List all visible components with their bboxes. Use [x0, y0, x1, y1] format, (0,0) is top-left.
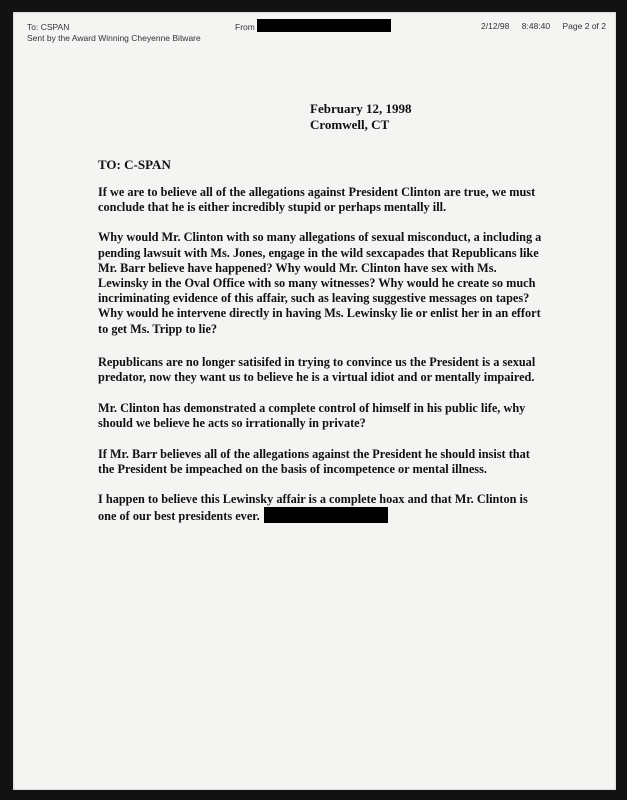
fax-time: 8:48:40 — [521, 21, 551, 31]
closing-paragraph — [98, 492, 548, 524]
fax-from-label: From — [235, 22, 255, 32]
fax-sent-by-line: Sent by the Award Winning Cheyenne Bitware — [27, 33, 201, 43]
fax-meta — [471, 21, 606, 31]
paragraph: Republicans are no longer satisifed in trying to convince us the President is a sexual predator, now they want us to believe he is a virtual idiot and or mentally impaired. — [98, 354, 536, 385]
letter-date-block — [310, 101, 411, 133]
fax-page-number: Page 2 of 2 — [562, 21, 606, 31]
letter-date: February 12, 1998 — [310, 101, 412, 116]
fax-to-line: To: CSPAN — [27, 22, 70, 32]
redacted-sender-block — [257, 19, 391, 32]
paragraph: Why would Mr. Clinton with so many allegations of sexual misconduct, a including a pending lawsuit with Ms. Jones, engage in the wild sexcapades that Republicans like Mr. Barr believe have happened? Why would Mr. Clinton have sex with Ms. Lewinsky in the Oval Office with so many witnesses? Why would he create so much incriminating evidence of this affair, such as leaving suggestive messages on tapes? Why would he intervene directly in having Ms. Lewinsky lie or enlist her in an effort to get Ms. Tripp to lie? — [98, 230, 542, 336]
paragraph: Mr. Clinton has demonstrated a complete control of himself in his public life, why should we believe he acts so irrationally in private? — [98, 401, 526, 431]
fax-date: 2/12/98 — [481, 21, 510, 31]
letter-place: Cromwell, CT — [310, 117, 390, 132]
paragraph: If Mr. Barr believes all of the allegations against the President he should insist that the President be impeached on the basis of incompetence or mental illness. — [98, 446, 530, 476]
paragraph: If we are to believe all of the allegations against President Clinton are true, we must conclude that he is either incredibly stupid or perhaps mentally ill. — [98, 185, 536, 215]
letter-recipient: TO: C-SPAN — [98, 157, 171, 172]
closing-text: I happen to believe this Lewinsky affair is a complete hoax and that Mr. Clinton is one of our best presidents ever. — [98, 492, 528, 524]
redacted-signature-block — [264, 507, 388, 523]
fax-page — [13, 12, 616, 790]
letter-body — [98, 185, 548, 539]
